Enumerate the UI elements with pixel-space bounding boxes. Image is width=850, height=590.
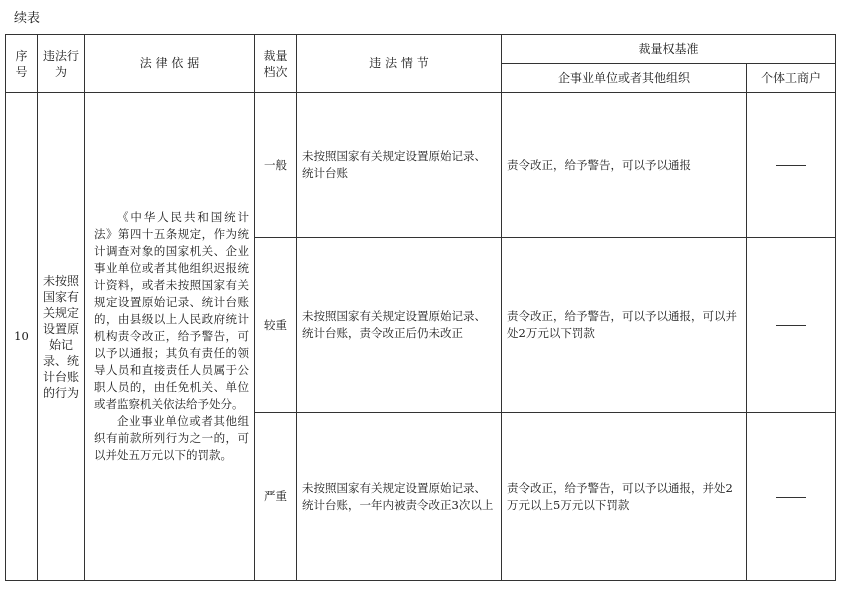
- table-caption: 续表: [14, 11, 41, 26]
- circumstance-cell: 未按照国家有关规定设置原始记录、统计台账: [297, 93, 502, 238]
- level-label: 较重: [255, 238, 297, 413]
- legal-basis-paragraph-2: 企业事业单位或者其他组织有前款所列行为之一的，可以并处五万元以下的罚款。: [94, 414, 249, 462]
- table-row: [6, 93, 836, 238]
- header-individual: 个体工商户: [747, 64, 836, 93]
- row-violation: 未按照国家有关规定设置原始记录、统计台账的行为: [38, 93, 85, 581]
- individual-penalty-cell: [747, 238, 836, 413]
- legal-basis-paragraph-1: 《中华人民共和国统计法》第四十五条规定，作为统计调查对象的国家机关、企业事业单位或者其他组织迟报统计资料，或者未按照国家有关规定设置原始记录、统计台账的，由县级以上人民政府统计机构责令改正，给予警告，可以予以通报；其负有责任的领导人员和直接责任人员属于公职人员的，由任免机关、单位或者监察机关依法给予处分。: [94, 210, 249, 411]
- individual-penalty-cell: [747, 413, 836, 581]
- header-circumstance: 违 法 情 节: [297, 35, 502, 93]
- circumstance-cell: 未按照国家有关规定设置原始记录、统计台账，责令改正后仍未改正: [297, 238, 502, 413]
- row-seq: 10: [6, 93, 38, 581]
- level-label: 一般: [255, 93, 297, 238]
- header-level: 裁量档次: [255, 35, 297, 93]
- discretion-benchmark-table: [5, 34, 836, 581]
- legal-basis-cell: [85, 93, 255, 581]
- header-benchmark: 裁量权基准: [502, 35, 836, 64]
- enterprise-penalty-cell: 责令改正，给予警告，可以予以通报，并处2万元以上5万元以下罚款: [502, 413, 747, 581]
- individual-penalty-cell: [747, 93, 836, 238]
- header-legal-basis: 法 律 依 据: [85, 35, 255, 93]
- dash-mark: [776, 325, 806, 326]
- dash-mark: [776, 165, 806, 166]
- header-seq: 序号: [6, 35, 38, 93]
- header-enterprise: 企事业单位或者其他组织: [502, 64, 747, 93]
- enterprise-penalty-cell: 责令改正，给予警告，可以予以通报: [502, 93, 747, 238]
- level-label: 严重: [255, 413, 297, 581]
- enterprise-penalty-cell: 责令改正，给予警告，可以予以通报，可以并处2万元以下罚款: [502, 238, 747, 413]
- header-violation: 违法行为: [38, 35, 85, 93]
- circumstance-cell: 未按照国家有关规定设置原始记录、统计台账，一年内被责令改正3次以上: [297, 413, 502, 581]
- dash-mark: [776, 497, 806, 498]
